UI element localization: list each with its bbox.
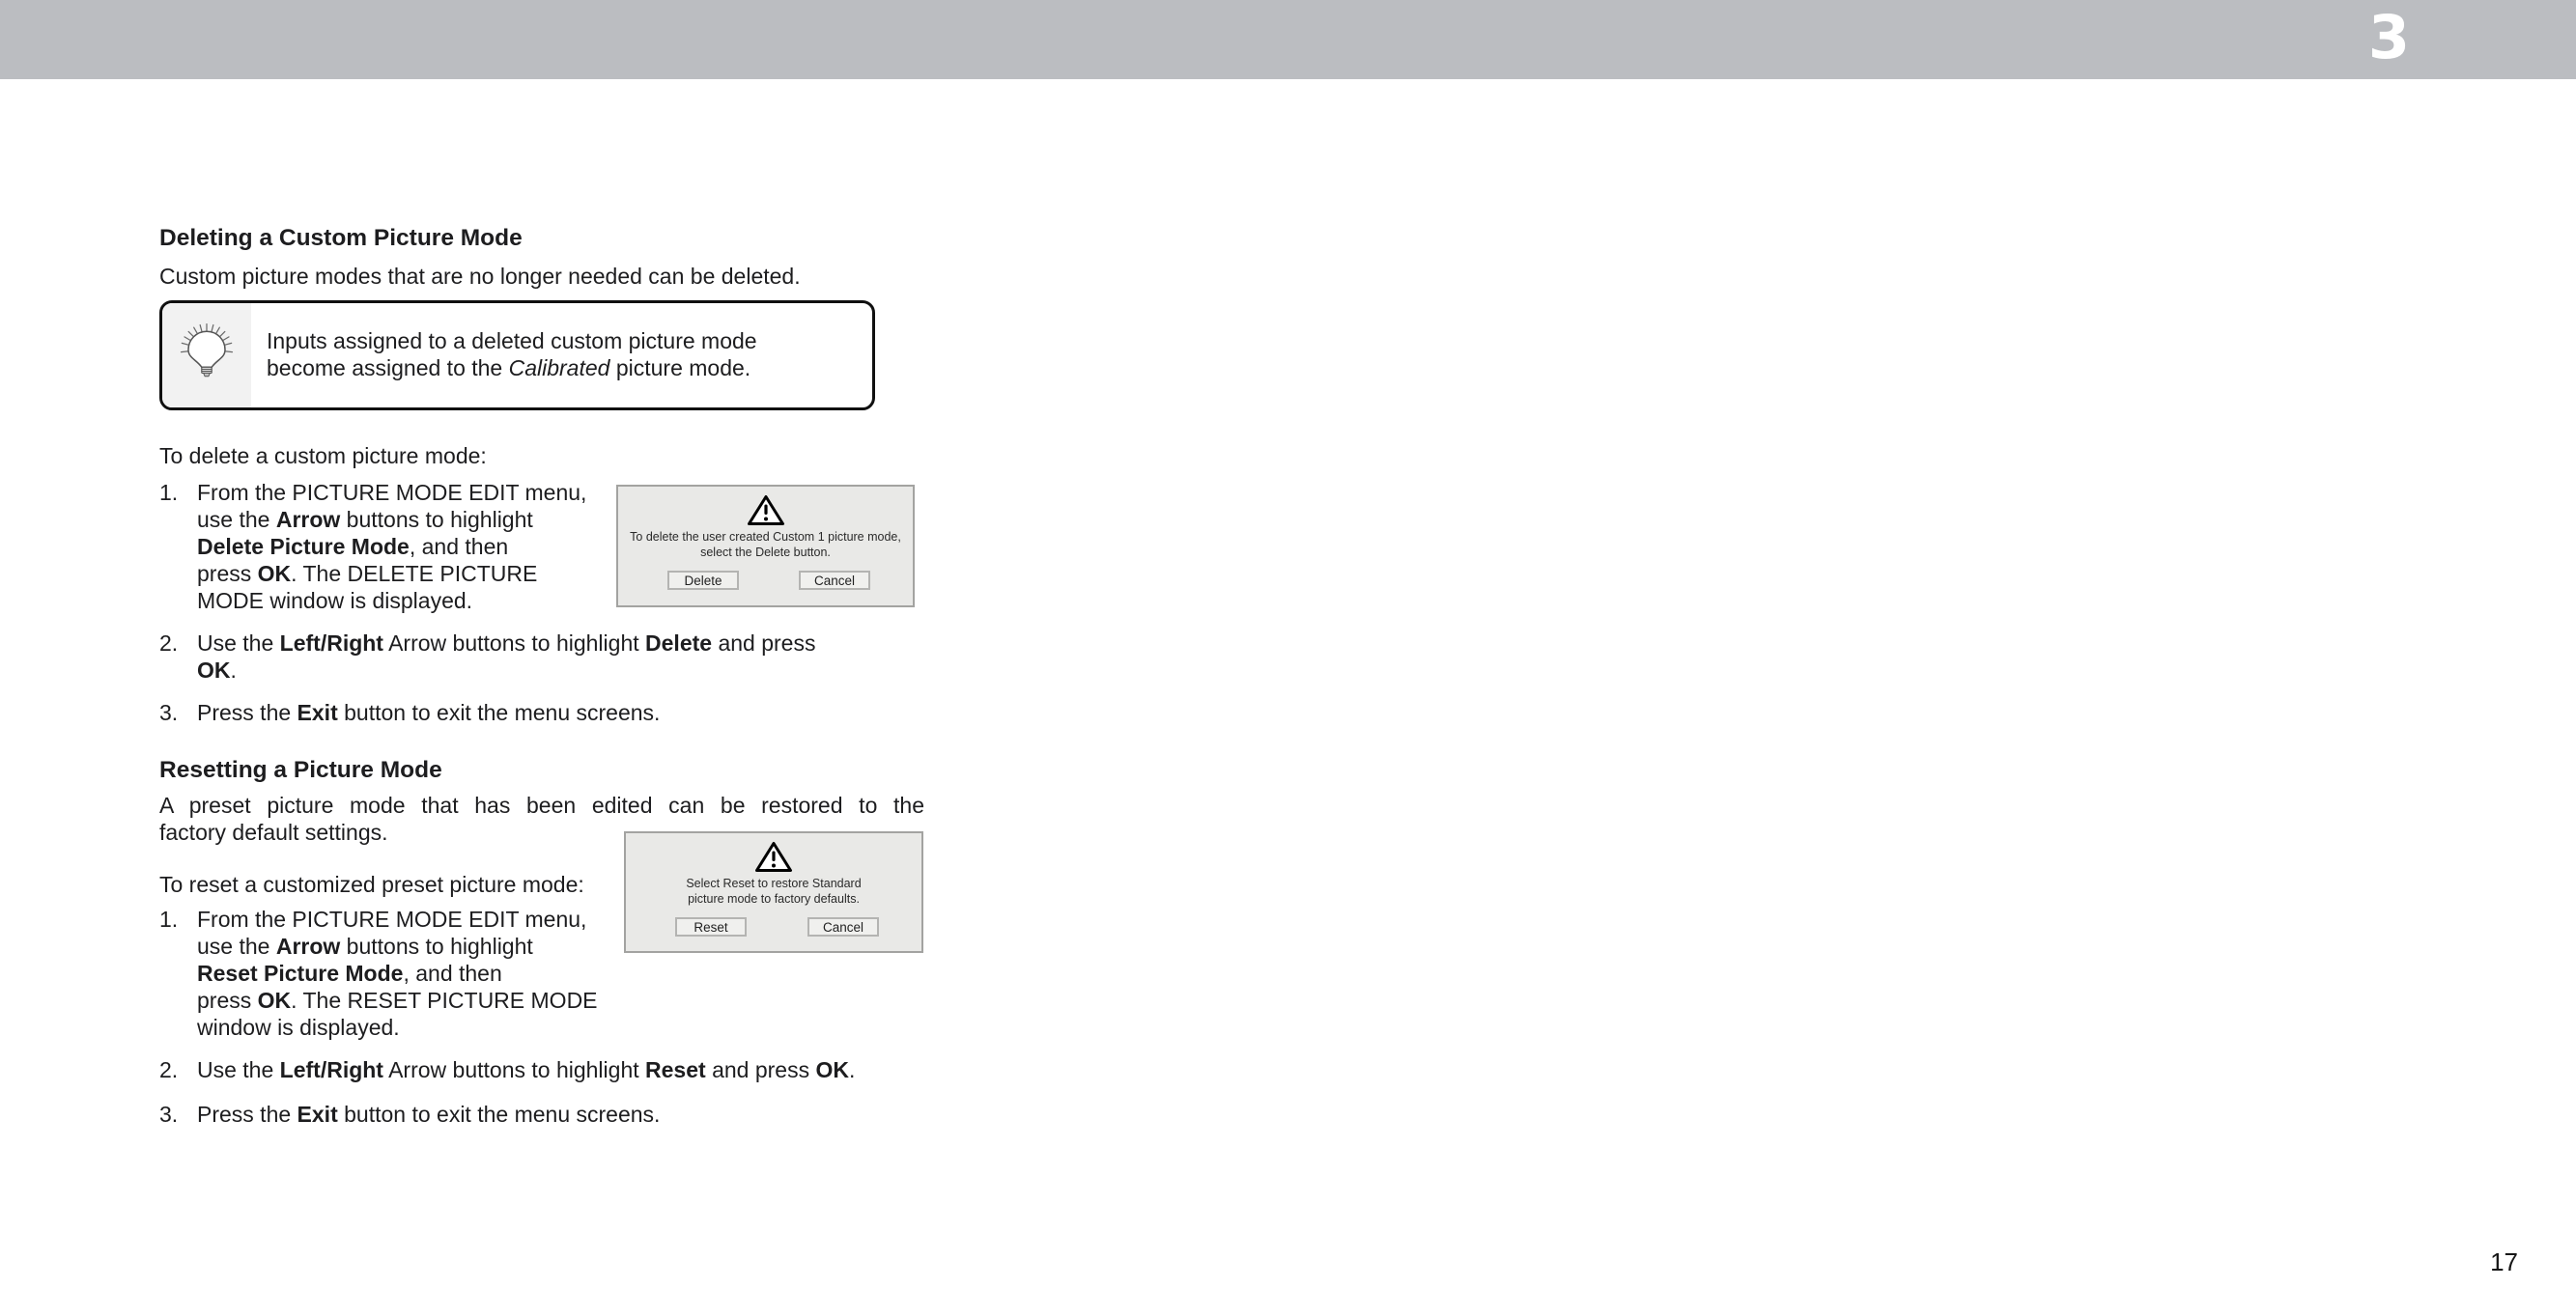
chapter-header-bar bbox=[0, 0, 2576, 79]
page-number: 17 bbox=[2490, 1247, 2518, 1276]
tip-callout bbox=[159, 300, 875, 410]
tip-icon-panel bbox=[162, 303, 251, 407]
dialog-button-row bbox=[675, 917, 879, 937]
section-heading-resetting: Resetting a Picture Mode bbox=[159, 757, 442, 783]
step-delete-1 bbox=[159, 479, 586, 614]
section-heading-deleting: Deleting a Custom Picture Mode bbox=[159, 225, 523, 251]
lightbulb-icon bbox=[179, 317, 235, 395]
cancel-button: Cancel bbox=[807, 917, 879, 937]
step-text: Use the Left/Right Arrow buttons to highlight Delete and press OK. bbox=[197, 630, 816, 683]
lead-reset: To reset a customized preset picture mode: bbox=[159, 872, 584, 897]
cancel-button: Cancel bbox=[799, 571, 870, 590]
dialog-message: Select Reset to restore Standard picture mode to factory defaults. bbox=[686, 877, 862, 906]
step-delete-2 bbox=[159, 630, 815, 684]
step-text: Use the Left/Right Arrow buttons to highlight Reset and press OK. bbox=[197, 1057, 856, 1082]
step-delete-3 bbox=[159, 699, 660, 726]
delete-button: Delete bbox=[667, 571, 739, 590]
step-reset-2 bbox=[159, 1056, 855, 1083]
step-number: 1. bbox=[159, 907, 179, 932]
step-text: Press the Exit button to exit the menu screens. bbox=[197, 1102, 661, 1127]
chapter-number: 3 bbox=[2367, 2, 2410, 72]
step-text: From the PICTURE MODE EDIT menu, use the Arrow buttons to highlight Delete Picture Mode, and then press OK. The DELETE PICTURE MODE window is displayed. bbox=[197, 480, 587, 613]
tip-text: Inputs assigned to a deleted custom picture mode become assigned to the Calibrated picture mode. bbox=[267, 328, 757, 380]
warning-icon bbox=[626, 840, 921, 875]
step-number: 1. bbox=[159, 480, 179, 505]
step-number: 2. bbox=[159, 1057, 179, 1082]
reset-picture-mode-dialog bbox=[624, 831, 923, 953]
step-number: 3. bbox=[159, 1102, 179, 1127]
step-text: From the PICTURE MODE EDIT menu, use the Arrow buttons to highlight Reset Picture Mode, and then press OK. The RESET PICTURE MODE window is displayed. bbox=[197, 907, 598, 1040]
delete-picture-mode-dialog bbox=[616, 485, 915, 607]
step-reset-3 bbox=[159, 1101, 660, 1128]
dialog-message: To delete the user created Custom 1 picture mode, select the Delete button. bbox=[630, 530, 901, 559]
step-number: 3. bbox=[159, 700, 179, 725]
dialog-button-row bbox=[667, 571, 870, 590]
section-intro-deleting: Custom picture modes that are no longer needed can be deleted. bbox=[159, 264, 801, 289]
lead-delete: To delete a custom picture mode: bbox=[159, 443, 487, 468]
step-text: Press the Exit button to exit the menu screens. bbox=[197, 700, 661, 725]
warning-icon bbox=[618, 493, 913, 528]
step-reset-1 bbox=[159, 906, 598, 1041]
section-intro-resetting: A preset picture mode that has been edited can be restored to the factory default settings. bbox=[159, 793, 924, 845]
step-number: 2. bbox=[159, 630, 179, 656]
reset-button: Reset bbox=[675, 917, 747, 937]
